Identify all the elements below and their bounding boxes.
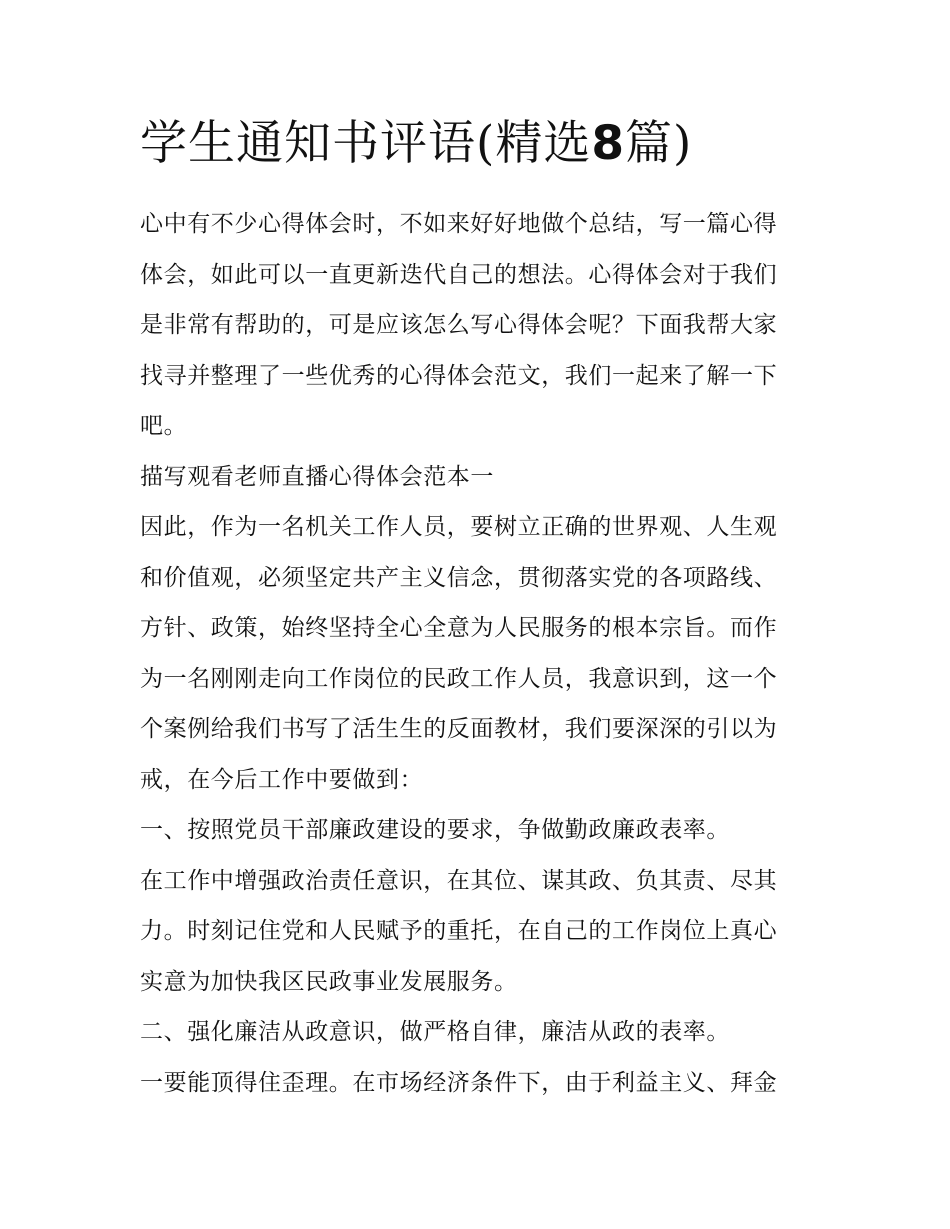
title-number: 8 (591, 116, 626, 171)
body-line-3: 方针、政策，始终坚持全心全意为人民服务的根本宗旨。而作 (140, 615, 778, 641)
intro-line-2: 体会，如此可以一直更新迭代自己的想法。心得体会对于我们 (140, 261, 778, 288)
title-suffix: 篇) (625, 116, 693, 171)
point-one-heading: 一、按照党员干部廉政建设的要求，争做勤政廉政表率。 (140, 817, 730, 843)
body-line-1: 因此，作为一名机关工作人员，要树立正确的世界观、人生观 (140, 514, 778, 540)
point-two-heading: 二、强化廉洁从政意识，做严格自律，廉洁从政的表率。 (140, 1019, 730, 1045)
document-body (140, 112, 812, 1108)
body-line-5: 个案例给我们书写了活生生的反面教材，我们要深深的引以为 (140, 716, 778, 742)
body-line-6: 戒，在今后工作中要做到： (140, 766, 424, 793)
body-line-4: 为一名刚刚走向工作岗位的民政工作人员，我意识到，这一个 (140, 665, 778, 692)
intro-line-5: 吧。 (140, 413, 188, 439)
point-one-line-1: 在工作中增强政治责任意识，在其位、谋其政、负其责、尽其 (140, 867, 778, 894)
point-two-line-1: 一要能顶得住歪理。在市场经济条件下，由于利益主义、拜金 (140, 1069, 778, 1096)
section-heading: 描写观看老师直播心得体会范本一 (140, 463, 494, 490)
intro-line-4: 找寻并整理了一些优秀的心得体会范文，我们一起来了解一下 (140, 362, 778, 389)
point-one-line-3: 实意为加快我区民政事业发展服务。 (140, 968, 518, 995)
intro-line-3: 是非常有帮助的，可是应该怎么写心得体会呢？下面我帮大家 (140, 312, 778, 338)
title-text: 学生通知书评语(精选 (140, 116, 592, 171)
intro-line-1: 心中有不少心得体会时，不如来好好地做个总结，写一篇心得 (140, 211, 778, 237)
body-line-2: 和价值观，必须坚定共产主义信念，贯彻落实党的各项路线、 (140, 564, 778, 591)
document-title (140, 112, 812, 180)
point-one-line-2: 力。时刻记住党和人民赋予的重托，在自己的工作岗位上真心 (140, 918, 778, 944)
